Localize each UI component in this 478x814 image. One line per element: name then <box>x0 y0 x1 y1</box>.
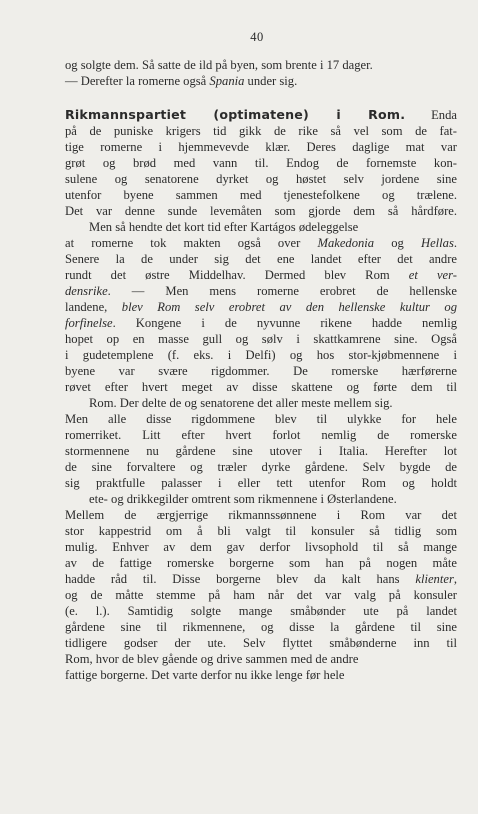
text-line: (e. l.). Samtidig solgte mange småbønder ute på landet <box>65 604 457 618</box>
page-number: 40 <box>250 30 264 44</box>
text-line: sig praktfulle palasser i eller tett utenfor Rom og holdt <box>65 476 457 490</box>
text-line: Senere la de under sig det ene landet efter det andre <box>65 252 457 266</box>
text-line: forfinelse. Kongene i de nyvunne rikene hadde nemlig <box>65 316 457 330</box>
text-line: stor kappestrid om å bli valgt til konsuler så tidlig som <box>65 524 457 538</box>
text-line: romerriket. Litt efter hvert forlot nemlig de romerske <box>65 428 457 442</box>
section-heading: Rikmannspartiet (optimatene) i Rom. <box>65 107 406 122</box>
text-line: tidligere godser der ute. Selv flyttet småbønderne inn til <box>65 636 457 650</box>
text-line: Rom, hvor de blev gående og drive sammen med de andre <box>65 652 359 666</box>
text-line: de sine forvaltere og træler dyrke gårdene. Selv bygde de <box>65 460 457 474</box>
text-line: Rom. Der delte de og senatorene det aller meste mellem sig. <box>89 396 393 410</box>
text-line: og solgte dem. Så satte de ild på byen, som brente i 17 dager. <box>65 58 373 72</box>
text-line: Rikmannspartiet (optimatene) i Rom. Enda <box>65 107 457 122</box>
text-line: i gudetemplene (f. eks. i Delfi) og hos stor-kjøbmennene i <box>65 348 457 362</box>
text-line: sulene og senatorene dyrket og høstet selv jordene sine <box>65 172 457 186</box>
text-line: utenfor byene sammen med tjenestefolkene og trælene. <box>65 188 457 202</box>
text-line: hopet op en masse gull og sølv i skattkamrene sine. Også <box>65 332 457 346</box>
text-line: på de puniske krigers tid gikk de rike så vel som de fat- <box>65 124 457 138</box>
text-line: gårdene sine til rikmennene, og disse la gårdene til sine <box>65 620 457 634</box>
text-line: stormennene nu gårdene sine utover i Italia. Herefter lot <box>65 444 457 458</box>
text-line: Men så hendte det kort tid efter Kartágos ødeleggelse <box>89 220 359 234</box>
text-line: rundt det østre Middelhav. Dermed blev Rom et ver- <box>65 268 457 282</box>
text-line: Det var denne sunde levemåten som gjorde dem så hårdføre. <box>65 204 457 218</box>
text-line: Men alle disse rigdommene blev til ulykke for hele <box>65 412 457 426</box>
text-line: fattige borgerne. Det varte derfor nu ikke lenge før hele <box>65 668 345 682</box>
body-text <box>65 57 457 683</box>
text-line: landene, blev Rom selv erobret av den hellenske kultur og <box>65 300 457 314</box>
text-line: røvet efter hvert meget av disse skattene og førte dem til <box>65 380 457 394</box>
text-line: at romerne tok makten også over Makedonia og Hellas. <box>65 236 458 250</box>
text-line: hadde råd til. Disse borgerne blev da kalt hans klienter, <box>65 572 457 586</box>
blank-line <box>65 89 457 107</box>
text-line: byene var svære rigdommer. De romerske hærførerne <box>65 364 457 378</box>
text-line: densrike. — Men mens romerne erobret de hellenske <box>65 284 457 298</box>
text-line: Mellem de ærgjerrige rikmannssønnene i Rom var det <box>65 508 457 522</box>
text-line: og de måtte stemme på ham når det var valg på konsuler <box>65 588 457 602</box>
text-line: av de fattige romerske borgerne som han på nogen måte <box>65 556 457 570</box>
text-line: mulig. Enhver av dem gav derfor livsophold til så mange <box>65 540 457 554</box>
text-line: ete- og drikkegilder omtrent som rikmennene i Østerlandene. <box>89 492 397 506</box>
text-line: — Derefter la romerne også Spania under sig. <box>65 74 298 88</box>
text-line: grøt og brød med vann til. Endog de fornemste kon- <box>65 156 457 170</box>
text-line: tige romerne i hjemmevevde klær. Deres daglige mat var <box>65 140 457 154</box>
